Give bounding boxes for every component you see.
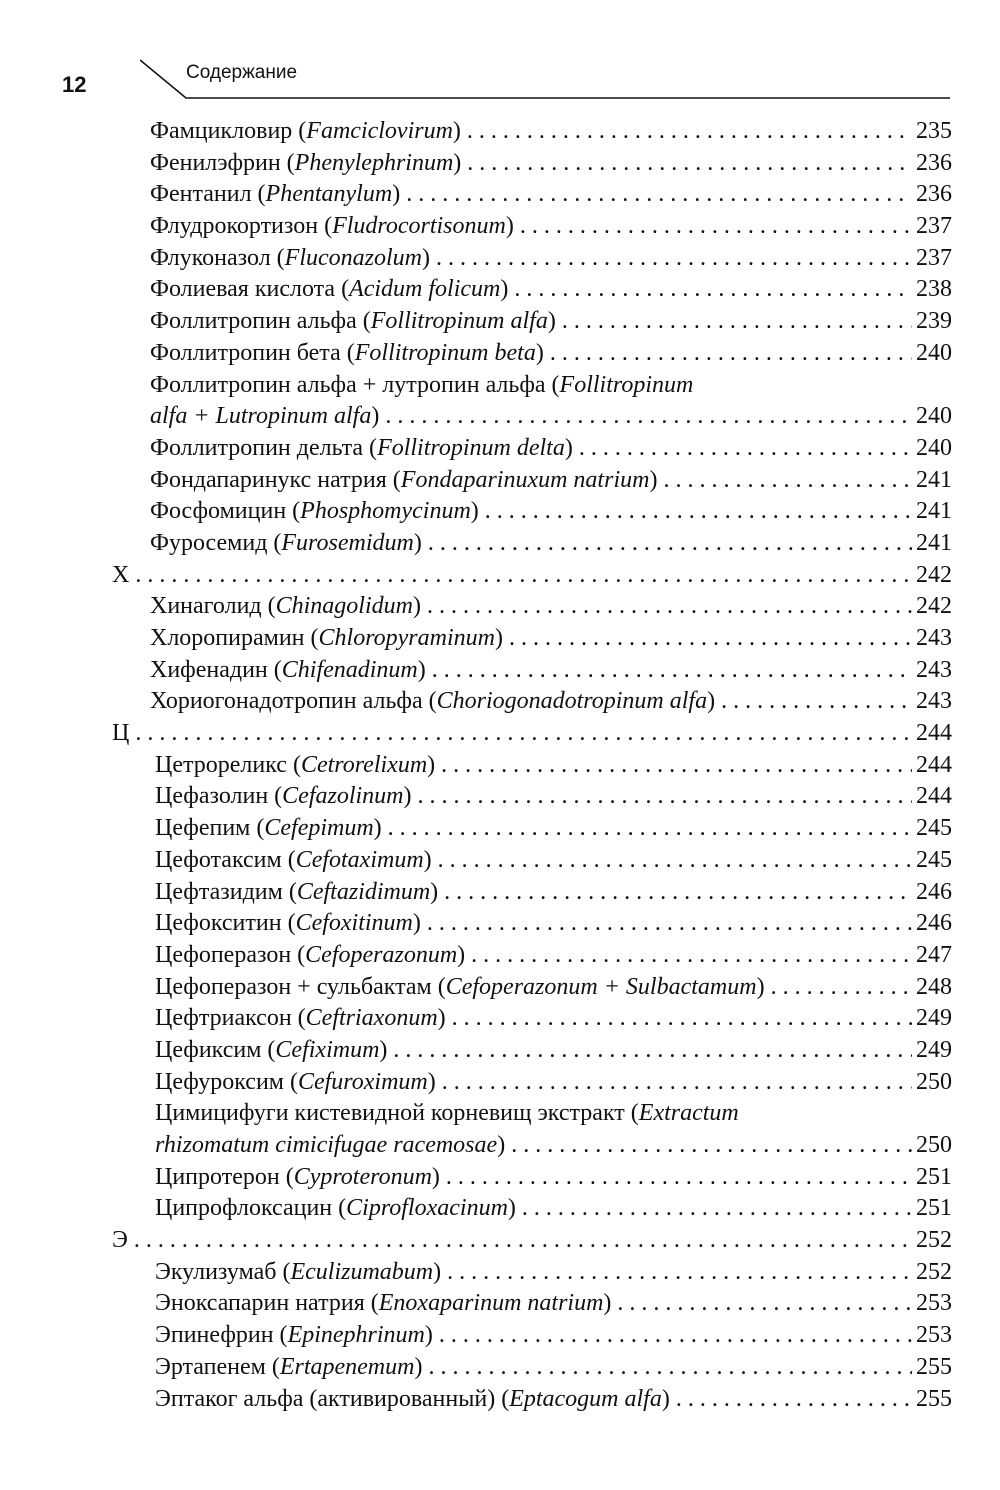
dot-leader bbox=[385, 401, 912, 433]
dot-leader bbox=[467, 148, 912, 180]
toc-entry-title bbox=[150, 243, 430, 275]
closing-paren: ) bbox=[422, 244, 430, 271]
closing-paren: ) bbox=[564, 434, 573, 461]
dot-leader bbox=[436, 243, 912, 275]
dot-leader bbox=[676, 1384, 912, 1416]
toc-entry-title bbox=[150, 274, 508, 306]
closing-paren: ) bbox=[423, 846, 432, 873]
running-head: Содержание bbox=[186, 62, 298, 83]
russian-name: Ципротерон ( bbox=[155, 1163, 294, 1190]
russian-name: Флудрокортизон ( bbox=[150, 213, 333, 240]
closing-paren: ) bbox=[649, 466, 658, 493]
latin-name: Cefoperazonum + Sulbactamum bbox=[445, 973, 757, 1000]
toc-entry bbox=[0, 338, 1000, 370]
table-of-contents bbox=[0, 116, 1000, 1415]
latin-name: Fluconazolum bbox=[284, 244, 422, 271]
toc-entry bbox=[0, 1035, 1000, 1067]
page-ref: 242 bbox=[916, 561, 952, 588]
toc-entry bbox=[0, 465, 1000, 497]
toc-entry-title bbox=[150, 465, 657, 497]
page-ref: 237 bbox=[916, 244, 952, 271]
latin-name: rhizomatum cimicifugae racemosae bbox=[155, 1132, 498, 1158]
dot-leader bbox=[550, 338, 912, 370]
russian-name: Х bbox=[112, 561, 130, 588]
russian-name: Цефтазидим ( bbox=[155, 878, 297, 905]
russian-name: Фоллитропин бета ( bbox=[150, 339, 355, 366]
closing-paren: ) bbox=[500, 276, 509, 303]
toc-letter-heading bbox=[0, 560, 1000, 592]
russian-name: Ц bbox=[112, 720, 130, 747]
russian-name: Фолиевая кислота ( bbox=[150, 276, 350, 303]
latin-name: Cefiximum bbox=[275, 1036, 380, 1063]
latin-name: Cefepimum bbox=[264, 815, 374, 842]
toc-entry bbox=[0, 623, 1000, 655]
toc-entry-title bbox=[155, 781, 412, 813]
closing-paren: ) bbox=[371, 403, 380, 430]
toc-entry bbox=[0, 813, 1000, 845]
latin-name: Cyproteronum bbox=[293, 1163, 432, 1190]
dot-leader bbox=[721, 686, 912, 718]
page-ref: 246 bbox=[916, 910, 952, 937]
toc-entry-title bbox=[150, 623, 503, 655]
latin-name: Follitropinum bbox=[559, 371, 694, 398]
dot-leader bbox=[388, 813, 912, 845]
dot-leader bbox=[438, 845, 912, 877]
closing-paren: ) bbox=[494, 625, 503, 651]
russian-name: Эпинефрин ( bbox=[155, 1322, 288, 1349]
toc-entry-title bbox=[150, 686, 715, 718]
closing-paren: ) bbox=[424, 1322, 433, 1349]
page-ref: 253 bbox=[916, 1322, 952, 1349]
toc-entry bbox=[0, 274, 1000, 306]
toc-entry bbox=[0, 940, 1000, 972]
closing-paren: ) bbox=[437, 1005, 446, 1032]
russian-name: Эртапенем ( bbox=[155, 1353, 280, 1380]
dot-leader bbox=[135, 718, 912, 750]
toc-entry-title bbox=[150, 433, 573, 465]
closing-paren: ) bbox=[452, 118, 461, 144]
page-ref: 243 bbox=[916, 688, 952, 715]
latin-name: Fondaparinuxum natrium bbox=[400, 466, 650, 493]
closing-paren: ) bbox=[427, 751, 436, 778]
russian-name: Фоллитропин дельта ( bbox=[150, 434, 378, 461]
closing-paren: ) bbox=[756, 973, 765, 1000]
toc-entry-title bbox=[150, 211, 514, 243]
page-ref: 236 bbox=[916, 149, 952, 176]
closing-paren: ) bbox=[470, 498, 479, 525]
toc-entry-title bbox=[150, 179, 400, 211]
page-ref: 248 bbox=[916, 973, 952, 1000]
page-ref: 239 bbox=[916, 308, 952, 335]
page-ref: 251 bbox=[916, 1195, 952, 1222]
page-ref: 240 bbox=[916, 403, 952, 430]
toc-entry bbox=[0, 433, 1000, 465]
toc-entry-title bbox=[112, 1225, 128, 1257]
page-ref: 244 bbox=[916, 720, 952, 747]
latin-name: Acidum folicum bbox=[349, 276, 501, 303]
toc-entry-title bbox=[155, 1193, 516, 1225]
toc-entry bbox=[0, 179, 1000, 211]
toc-entry-title bbox=[112, 718, 129, 750]
russian-name: Цефепим ( bbox=[155, 815, 265, 842]
closing-paren: ) bbox=[535, 339, 544, 366]
dot-leader bbox=[432, 655, 912, 687]
closing-paren: ) bbox=[412, 910, 421, 937]
toc-entry bbox=[0, 845, 1000, 877]
toc-entry-title bbox=[155, 1257, 441, 1289]
dot-leader bbox=[427, 908, 912, 940]
dot-leader bbox=[444, 877, 912, 909]
latin-name: Phentanylum bbox=[265, 181, 393, 208]
page-ref: 250 bbox=[916, 1132, 952, 1158]
dot-leader bbox=[428, 1352, 912, 1384]
dot-leader bbox=[393, 1035, 912, 1067]
dot-leader bbox=[579, 433, 912, 465]
toc-entry bbox=[0, 781, 1000, 813]
latin-name: Follitropinum beta bbox=[354, 339, 536, 366]
dot-leader bbox=[442, 1067, 912, 1099]
toc-entry-title bbox=[150, 591, 421, 623]
closing-paren: ) bbox=[414, 1353, 423, 1380]
toc-entry-title bbox=[150, 148, 461, 180]
toc-entry-title bbox=[155, 750, 435, 782]
closing-paren: ) bbox=[392, 181, 401, 208]
toc-entry-title bbox=[150, 496, 479, 528]
closing-paren: ) bbox=[457, 941, 466, 968]
toc-entry bbox=[0, 148, 1000, 180]
latin-name: Chinagolidum bbox=[275, 593, 413, 620]
latin-name: Famciclovirum bbox=[306, 118, 453, 144]
dot-leader bbox=[562, 306, 912, 338]
toc-entry-continued bbox=[0, 1098, 1000, 1130]
russian-name: Цимицифуги кистевидной корневищ экстракт ( bbox=[155, 1100, 639, 1127]
dot-leader bbox=[134, 1225, 912, 1257]
russian-name: Цефуроксим ( bbox=[155, 1068, 298, 1095]
closing-paren: ) bbox=[505, 213, 514, 240]
toc-entry-title bbox=[155, 1003, 446, 1035]
dot-leader bbox=[663, 465, 912, 497]
dot-leader bbox=[446, 1162, 912, 1194]
page-ref: 237 bbox=[916, 213, 952, 240]
toc-entry-title bbox=[155, 1288, 611, 1320]
page-ref: 249 bbox=[916, 1036, 952, 1063]
russian-name: Цефазолин ( bbox=[155, 783, 283, 810]
dot-leader bbox=[514, 274, 912, 306]
latin-name: Ertapenemum bbox=[279, 1353, 415, 1380]
toc-entry-title bbox=[150, 338, 544, 370]
closing-paren: ) bbox=[417, 656, 426, 683]
toc-entry bbox=[0, 1003, 1000, 1035]
latin-name: Cefoxitinum bbox=[295, 910, 413, 937]
russian-name: Хлоропирамин ( bbox=[150, 625, 319, 651]
dot-leader bbox=[406, 179, 912, 211]
russian-name: Цефотаксим ( bbox=[155, 846, 296, 873]
page-ref: 235 bbox=[916, 118, 952, 144]
toc-entry bbox=[0, 1067, 1000, 1099]
russian-name: Цефтриаксон ( bbox=[155, 1005, 306, 1032]
closing-paren: ) bbox=[430, 878, 439, 905]
dot-leader bbox=[485, 496, 912, 528]
toc-entry-title bbox=[155, 1035, 387, 1067]
page-ref: 255 bbox=[916, 1385, 952, 1412]
closing-paren: ) bbox=[379, 1036, 388, 1063]
closing-paren: ) bbox=[661, 1385, 670, 1412]
toc-entry-title bbox=[155, 1352, 422, 1384]
toc-entry-title bbox=[155, 1130, 505, 1162]
toc-entry bbox=[0, 211, 1000, 243]
toc-entry-title bbox=[150, 401, 379, 433]
closing-paren: ) bbox=[453, 149, 462, 176]
closing-paren: ) bbox=[433, 1258, 442, 1285]
toc-entry bbox=[0, 686, 1000, 718]
russian-name: Хифенадин ( bbox=[150, 656, 282, 683]
closing-paren: ) bbox=[413, 529, 422, 556]
latin-name: Cefotaximum bbox=[295, 846, 424, 873]
closing-paren: ) bbox=[431, 1163, 440, 1190]
latin-name: Cetrorelixum bbox=[300, 751, 428, 778]
dot-leader bbox=[428, 528, 912, 560]
page-ref: 242 bbox=[916, 593, 952, 620]
latin-name: Phenylephrinum bbox=[294, 149, 454, 176]
latin-name: Cefoperazonum bbox=[305, 941, 458, 968]
latin-name: Ceftazidimum bbox=[296, 878, 431, 905]
closing-paren: ) bbox=[412, 593, 421, 620]
page-ref: 245 bbox=[916, 846, 952, 873]
closing-paren: ) bbox=[373, 815, 382, 842]
latin-name: Follitropinum delta bbox=[377, 434, 565, 461]
page-ref: 246 bbox=[916, 878, 952, 905]
latin-name: Cefuroximum bbox=[297, 1068, 428, 1095]
toc-entry bbox=[0, 243, 1000, 275]
latin-name: Follitropinum alfa bbox=[370, 308, 548, 335]
toc-entry bbox=[0, 655, 1000, 687]
toc-entry bbox=[0, 908, 1000, 940]
page-ref: 236 bbox=[916, 181, 952, 208]
toc-entry-title bbox=[112, 560, 129, 592]
closing-paren: ) bbox=[427, 1068, 436, 1095]
page-ref: 247 bbox=[916, 941, 952, 968]
page-ref: 251 bbox=[916, 1163, 952, 1190]
dot-leader bbox=[439, 1320, 912, 1352]
latin-name: Ceftriaxonum bbox=[305, 1005, 438, 1032]
dot-leader bbox=[520, 211, 912, 243]
toc-letter-heading bbox=[0, 1225, 1000, 1257]
toc-entry bbox=[0, 1162, 1000, 1194]
russian-name: Ципрофлоксацин ( bbox=[155, 1195, 347, 1222]
russian-name: Экулизумаб ( bbox=[155, 1258, 291, 1285]
page-ref: 241 bbox=[916, 529, 952, 556]
dot-leader bbox=[418, 781, 912, 813]
toc-entry bbox=[0, 306, 1000, 338]
toc-entry-title bbox=[155, 940, 465, 972]
page-ref: 240 bbox=[916, 434, 952, 461]
russian-name: Фамцикловир ( bbox=[150, 118, 307, 144]
toc-entry bbox=[0, 528, 1000, 560]
toc-entry bbox=[0, 1193, 1000, 1225]
russian-name: Э bbox=[112, 1227, 128, 1254]
page-ref: 243 bbox=[916, 625, 952, 651]
toc-entry bbox=[0, 1288, 1000, 1320]
toc-entry-title bbox=[150, 116, 461, 148]
closing-paren: ) bbox=[507, 1195, 516, 1222]
russian-name: Флуконазол ( bbox=[150, 244, 285, 271]
toc-entry bbox=[0, 1384, 1000, 1416]
dot-leader bbox=[467, 116, 912, 148]
toc-entry bbox=[0, 401, 1000, 433]
russian-name: Фуросемид ( bbox=[150, 529, 282, 556]
latin-name: alfa + Lutropinum alfa bbox=[150, 403, 372, 430]
russian-name: Фосфомицин ( bbox=[150, 498, 301, 525]
latin-name: Eculizumabum bbox=[290, 1258, 434, 1285]
latin-name: Eptacogum alfa bbox=[509, 1385, 662, 1412]
latin-name: Ciprofloxacinum bbox=[346, 1195, 508, 1222]
closing-paren: ) bbox=[497, 1132, 506, 1158]
russian-name: Хориогонадотропин альфа ( bbox=[150, 688, 437, 715]
toc-entry-title bbox=[155, 845, 432, 877]
dot-leader bbox=[471, 940, 912, 972]
russian-name: Цефоперазон ( bbox=[155, 941, 306, 968]
page-ref: 252 bbox=[916, 1258, 952, 1285]
page-ref: 252 bbox=[916, 1227, 952, 1254]
toc-entry bbox=[0, 1352, 1000, 1384]
toc-entry-title bbox=[155, 1067, 436, 1099]
russian-name: Фентанил ( bbox=[150, 181, 266, 208]
page-ref: 253 bbox=[916, 1290, 952, 1317]
latin-name: Fludrocortisonum bbox=[332, 213, 506, 240]
closing-paren: ) bbox=[603, 1290, 612, 1317]
toc-entry-title bbox=[155, 1162, 440, 1194]
page-ref: 238 bbox=[916, 276, 952, 303]
toc-letter-heading bbox=[0, 718, 1000, 750]
toc-entry-title bbox=[150, 655, 426, 687]
page-ref: 241 bbox=[916, 498, 952, 525]
latin-name: Furosemidum bbox=[281, 529, 414, 556]
russian-name: Цефиксим ( bbox=[155, 1036, 276, 1063]
toc-entry bbox=[0, 750, 1000, 782]
page-ref: 241 bbox=[916, 466, 952, 493]
dot-leader bbox=[617, 1288, 912, 1320]
latin-name: Choriogonadotropinum alfa bbox=[436, 688, 708, 715]
toc-entry bbox=[0, 1257, 1000, 1289]
page-ref: 250 bbox=[916, 1068, 952, 1095]
latin-name: Chloropyraminum bbox=[318, 625, 495, 651]
dot-leader bbox=[509, 623, 912, 655]
dot-leader bbox=[452, 1003, 912, 1035]
toc-entry-title bbox=[150, 528, 422, 560]
toc-entry bbox=[0, 496, 1000, 528]
closing-paren: ) bbox=[547, 308, 556, 335]
dot-leader bbox=[441, 750, 912, 782]
dot-leader bbox=[447, 1257, 912, 1289]
latin-name: Chifenadinum bbox=[281, 656, 418, 683]
toc-entry-title bbox=[155, 813, 382, 845]
page-ref: 243 bbox=[916, 656, 952, 683]
russian-name: Эноксапарин натрия ( bbox=[155, 1290, 379, 1317]
toc-entry-title bbox=[155, 1098, 739, 1130]
latin-name: Cefazolinum bbox=[282, 783, 404, 810]
toc-entry-title bbox=[155, 908, 421, 940]
page-ref: 255 bbox=[916, 1353, 952, 1380]
toc-entry-title bbox=[155, 1320, 433, 1352]
russian-name: Цетрореликс ( bbox=[155, 751, 301, 778]
latin-name: Extractum bbox=[638, 1100, 739, 1127]
toc-entry bbox=[0, 591, 1000, 623]
toc-entry-title bbox=[150, 370, 693, 402]
latin-name: Epinephrinum bbox=[287, 1322, 425, 1349]
toc-entry-continued bbox=[0, 370, 1000, 402]
dot-leader bbox=[135, 560, 912, 592]
dot-leader bbox=[427, 591, 912, 623]
closing-paren: ) bbox=[707, 688, 716, 715]
russian-name: Фоллитропин альфа + лутропин альфа ( bbox=[150, 371, 560, 398]
russian-name: Цефокситин ( bbox=[155, 910, 296, 937]
dot-leader bbox=[511, 1130, 912, 1162]
toc-entry bbox=[0, 116, 1000, 148]
toc-entry bbox=[0, 1320, 1000, 1352]
russian-name: Фенилэфрин ( bbox=[150, 149, 295, 176]
page-ref: 240 bbox=[916, 339, 952, 366]
dot-leader bbox=[522, 1193, 912, 1225]
toc-entry bbox=[0, 972, 1000, 1004]
latin-name: Phosphomycinum bbox=[300, 498, 471, 525]
page-number: 12 bbox=[62, 72, 87, 97]
page-ref: 249 bbox=[916, 1005, 952, 1032]
page-ref: 244 bbox=[916, 783, 952, 810]
dot-leader bbox=[771, 972, 912, 1004]
russian-name: Фондапаринукс натрия ( bbox=[150, 466, 401, 493]
russian-name: Хинаголид ( bbox=[150, 593, 276, 620]
closing-paren: ) bbox=[403, 783, 412, 810]
toc-entry bbox=[0, 877, 1000, 909]
russian-name: Фоллитропин альфа ( bbox=[150, 308, 371, 335]
toc-entry-title bbox=[155, 877, 438, 909]
page-ref: 245 bbox=[916, 815, 952, 842]
russian-name: Эптаког альфа (активированный) ( bbox=[155, 1385, 510, 1412]
russian-name: Цефоперазон + сульбактам ( bbox=[155, 973, 446, 1000]
latin-name: Enoxaparinum natrium bbox=[378, 1290, 604, 1317]
toc-entry-title bbox=[155, 1384, 670, 1416]
toc-entry-title bbox=[155, 972, 765, 1004]
toc-entry-title bbox=[150, 306, 556, 338]
toc-entry bbox=[0, 1130, 1000, 1162]
page-ref: 244 bbox=[916, 751, 952, 778]
